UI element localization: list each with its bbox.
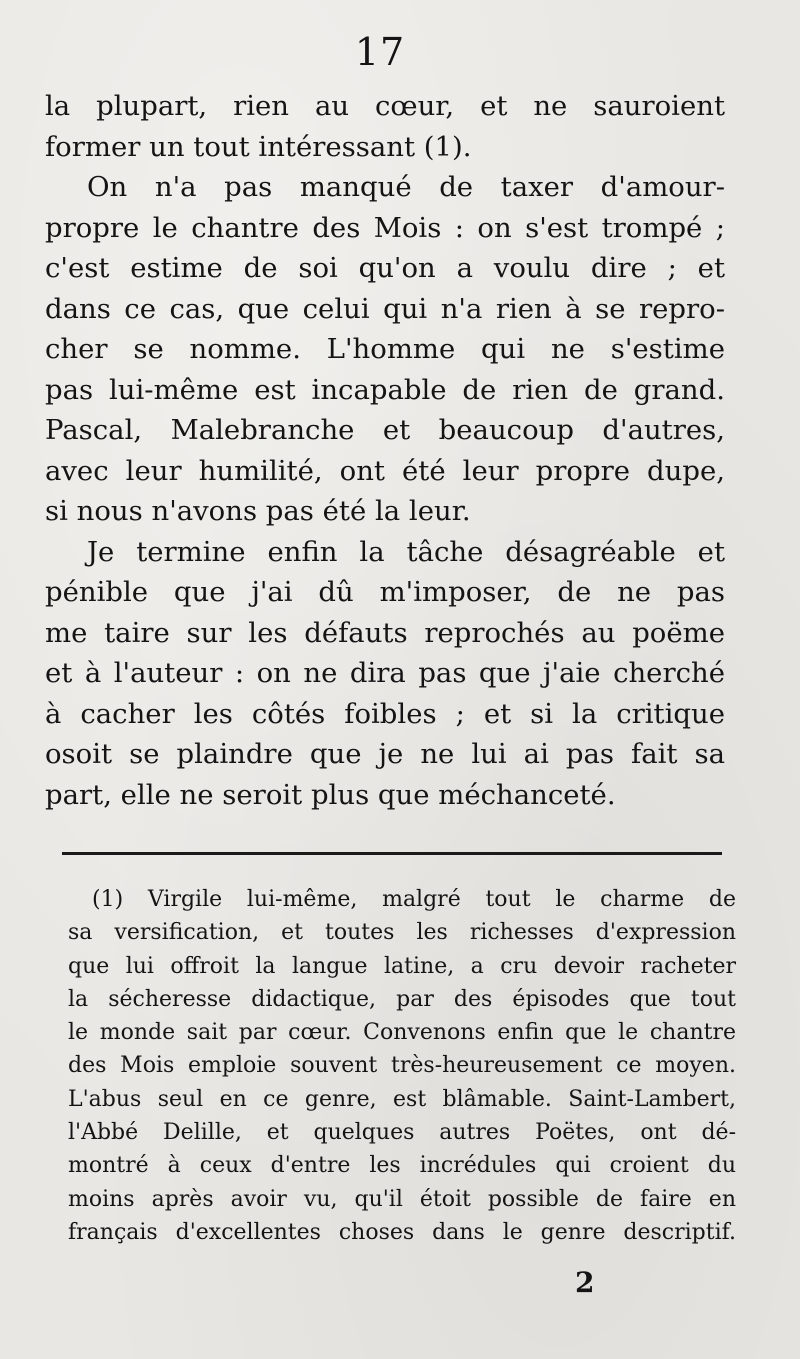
footnote-line: montré à ceux d'entre les incrédules qui croient du — [68, 1153, 736, 1179]
text-line: part, elle ne seroit plus que méchanceté. — [45, 778, 616, 811]
footnote-line: sa versification, et toutes les richesses d'expression — [68, 920, 736, 946]
footnote-line: le monde sait par cœur. Convenons enfin que le chantre — [68, 1020, 736, 1046]
text-line: et à l'auteur : on ne dira pas que j'aie cherché — [45, 657, 725, 689]
text-line: à cacher les côtés foibles ; et si la critique — [45, 697, 725, 730]
footnote-line: français d'excellentes choses dans le genre descriptif. — [68, 1219, 736, 1245]
text-line: avec leur humilité, ont été leur propre dupe, — [45, 454, 725, 487]
text-line: pénible que j'ai dû m'imposer, de ne pas — [45, 576, 725, 608]
page-number: 17 — [354, 30, 406, 74]
text-line: osoit se plaindre que je ne lui ai pas fait sa — [45, 738, 725, 770]
footnote-divider — [62, 852, 722, 855]
footnote — [68, 883, 736, 1249]
footnote-line: (1) Virgile lui-même, malgré tout le charme de — [92, 887, 736, 912]
text-line: la plupart, rien au cœur, et ne sauroient — [45, 90, 725, 122]
text-line: si nous n'avons pas été la leur. — [45, 495, 471, 527]
footnote-line: que lui offroit la langue latine, a cru devoir racheter — [68, 953, 736, 979]
main-text — [45, 86, 725, 815]
footnote-line: L'abus seul en ce genre, est blâmable. Saint-Lambert, — [68, 1086, 736, 1112]
text-line: propre le chantre des Mois : on s'est trompé ; — [45, 211, 725, 244]
text-line: Pascal, Malebranche et beaucoup d'autres, — [45, 414, 725, 446]
text-line: Je termine enfin la tâche désagréable et — [87, 535, 725, 568]
text-line: dans ce cas, que celui qui n'a rien à se repro- — [45, 292, 725, 325]
text-line: cher se nomme. L'homme qui ne s'estime — [45, 333, 725, 365]
text-line: On n'a pas manqué de taxer d'amour- — [87, 171, 725, 203]
footnote-line: des Mois emploie souvent très-heureusement ce moyen. — [68, 1053, 736, 1079]
text-line: c'est estime de soi qu'on a voulu dire ; et — [45, 252, 725, 284]
signature-mark: 2 — [575, 1266, 595, 1299]
footnote-line: l'Abbé Delille, et quelques autres Poëtes, ont dé- — [68, 1120, 736, 1146]
text-line: me taire sur les défauts reprochés au poëme — [45, 616, 725, 649]
text-line: former un tout intéressant (1). — [45, 130, 472, 163]
footnote-line: la sécheresse didactique, par des épisodes que tout — [68, 986, 736, 1012]
text-line: pas lui-même est incapable de rien de grand. — [45, 373, 725, 406]
footnote-line: moins après avoir vu, qu'il étoit possible de faire en — [68, 1186, 736, 1212]
